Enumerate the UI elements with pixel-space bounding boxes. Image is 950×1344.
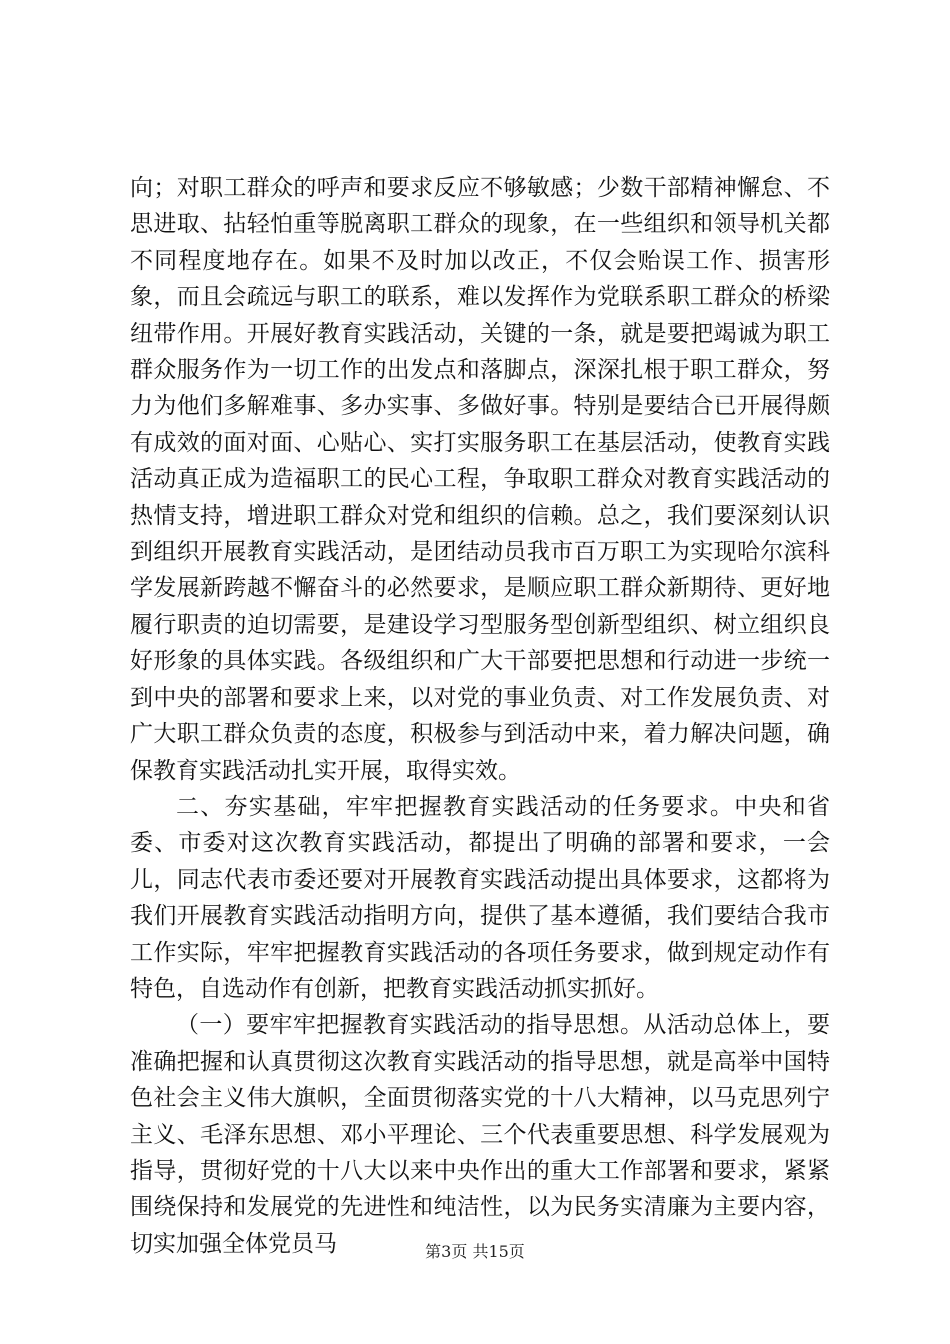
document-body — [130, 170, 830, 1262]
body-paragraph-2: 二、夯实基础，牢牢把握教育实践活动的任务要求。中央和省委、市委对这次教育实践活动，都提出了明确的部署和要求，一会儿，同志代表市委还要对开展教育实践活动提出具体要求，这都将为我们开展教育实践活动指明方向，提供了基本遵循，我们要结合我市工作实际，牢牢把握教育实践活动的各项任务要求，做到规定动作有特色，自选动作有创新，把教育实践活动抓实抓好。 — [130, 793, 830, 1002]
page-number-footer: 第3页 共15页 — [425, 1242, 525, 1261]
body-paragraph-3: （一）要牢牢把握教育实践活动的指导思想。从活动总体上，要准确把握和认真贯彻这次教育实践活动的指导思想，就是高举中国特色社会主义伟大旗帜，全面贯彻落实党的十八大精神，以马克思列宁主义、毛泽东思想、邓小平理论、三个代表重要思想、科学发展观为指导，贯彻好党的十八大以来中央作出的重大工作部署和要求，紧紧围绕保持和发展党的先进性和纯洁性，以为民务实清廉为主要内容，切实加强全体党员马 — [130, 1012, 830, 1257]
body-paragraph-1: 向；对职工群众的呼声和要求反应不够敏感；少数干部精神懈怠、不思进取、拈轻怕重等脱离职工群众的现象，在一些组织和领导机关都不同程度地存在。如果不及时加以改正，不仅会贻误工作、损害形象，而且会疏远与职工的联系，难以发挥作为党联系职工群众的桥梁纽带作用。开展好教育实践活动，关键的一条，就是要把竭诚为职工群众服务作为一切工作的出发点和落脚点，深深扎根于职工群众，努力为他们多解难事、多办实事、多做好事。特别是要结合已开展得颇有成效的面对面、心贴心、实打实服务职工在基层活动，使教育实践活动真正成为造福职工的民心工程，争取职工群众对教育实践活动的热情支持，增进职工群众对党和组织的信赖。总之，我们要深刻认识到组织开展教育实践活动，是团结动员我市百万职工为实现哈尔滨科学发展新跨越不懈奋斗的必然要求，是顺应职工群众新期待、更好地履行职责的迫切需要，是建设学习型服务型创新型组织、树立组织良好形象的具体实践。各级组织和广大干部要把思想和行动进一步统一到中央的部署和要求上来，以对党的事业负责、对工作发展负责、对广大职工群众负责的态度，积极参与到活动中来，着力解决问题，确保教育实践活动扎实开展，取得实效。 — [130, 175, 830, 784]
